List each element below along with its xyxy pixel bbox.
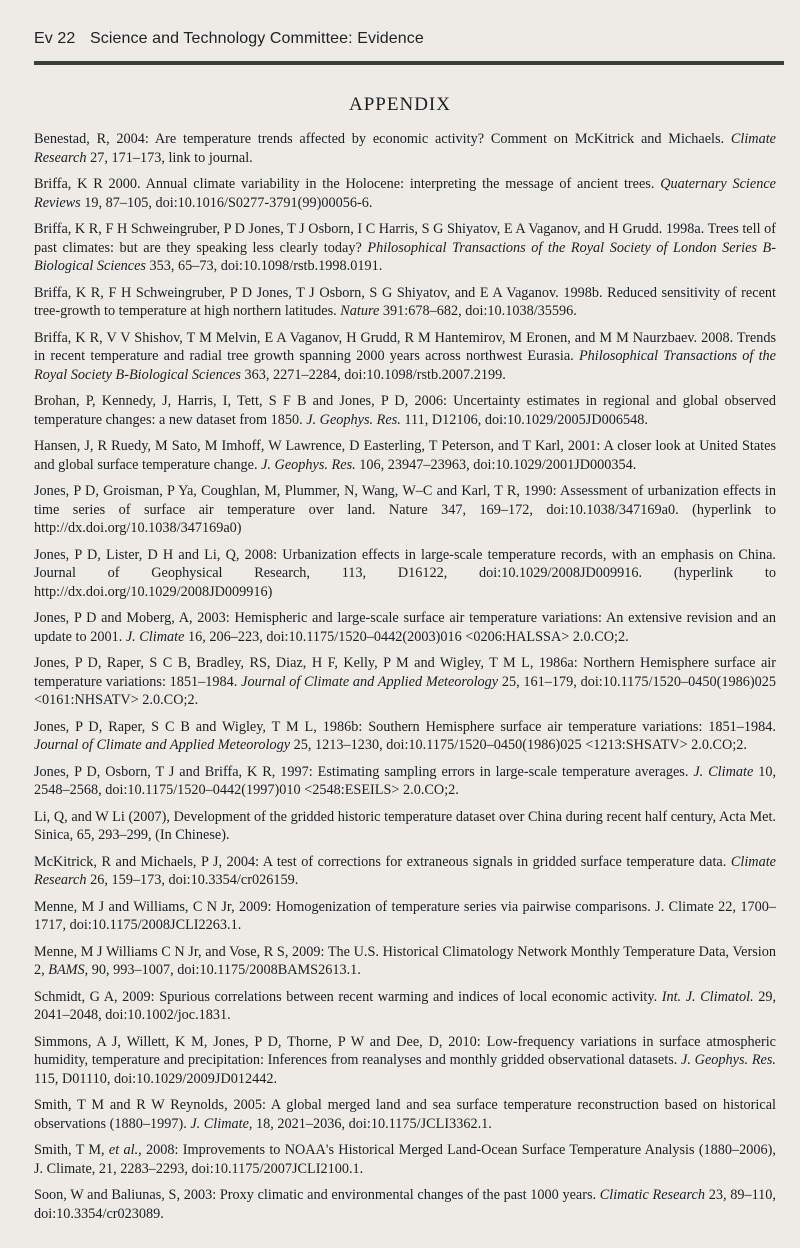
- reference-item: Briffa, K R 2000. Annual climate variability in the Holocene: interpreting the message of ancient trees. Quaternary Science Reviews 19, 87–105, doi:10.1016/S0277-3791(99)00056-6.: [34, 175, 776, 211]
- appendix-title: APPENDIX: [349, 94, 451, 115]
- reference-item: Benestad, R, 2004: Are temperature trends affected by economic activity? Comment on McKitrick and Michaels. Climate Research 27, 171–173, link to journal.: [34, 131, 776, 166]
- reference-list: [34, 130, 776, 1231]
- reference-item: Jones, P D, Osborn, T J and Briffa, K R, 1997: Estimating sampling errors in large-scale temperature averages. J. Climate 10, 2548–2568, doi:10.1175/1520–0442(1997)010 <2548:ESEILS> 2.0.CO;2.: [34, 763, 777, 799]
- page-code: Ev 22: [34, 30, 76, 47]
- reference-item: Briffa, K R, F H Schweingruber, P D Jones, T J Osborn, I C Harris, S G Shiyatov, E A Vaganov, and H Grudd. 1998a. Trees tell of past climates: but are they speaking less clearly today? Philosophical Transactions of the Royal Society of London Series B-Biological Sciences 353, 65–73, doi:10.1098/rstb.1998.0191.: [34, 220, 776, 275]
- reference-item: Hansen, J, R Ruedy, M Sato, M Imhoff, W Lawrence, D Easterling, T Peterson, and T Karl, 2001: A closer look at United States and global surface temperature change. J. Geophys. Res. 106, 23947–23963, doi:10.1029/2001JD000354.: [34, 438, 776, 473]
- reference-item: Li, Q, and W Li (2007), Development of the gridded historic temperature dataset over China during recent half century, Acta Met. Sinica, 65, 293–299, (In Chinese).: [34, 808, 776, 844]
- reference-item: Menne, M J Williams C N Jr, and Vose, R S, 2009: The U.S. Historical Climatology Network Monthly Temperature Data, Version 2, BAMS, 90, 993–1007, doi:10.1175/2008BAMS2613.1.: [34, 943, 776, 979]
- reference-item: Soon, W and Baliunas, S, 2003: Proxy climatic and environmental changes of the past 1000 years. Climatic Research 23, 89–110, doi:10.3354/cr023089.: [34, 1187, 776, 1222]
- reference-item: Briffa, K R, F H Schweingruber, P D Jones, T J Osborn, S G Shiyatov, and E A Vaganov. 1998b. Reduced sensitivity of recent tree-growth to temperature at high northern latitudes. Nature 391:678–682, doi:10.1038/35596.: [34, 284, 776, 320]
- reference-item: Simmons, A J, Willett, K M, Jones, P D, Thorne, P W and Dee, D, 2010: Low-frequency variations in surface atmospheric humidity, temperature and precipitation: Inferences from reanalyses and monthly gridded observational datasets. J. Geophys. Res. 115, D01110, doi:10.1029/2009JD012442.: [34, 1033, 776, 1087]
- reference-item: Jones, P D, Lister, D H and Li, Q, 2008: Urbanization effects in large-scale temperature records, with an emphasis on China. Journal of Geophysical Research, 113, D16122, doi:10.1029/2008JD009916. (hyperlink to http://dx.doi.org/10.1029/2008JD009916): [34, 546, 776, 600]
- reference-item: Jones, P D, Raper, S C B, Bradley, RS, Diaz, H F, Kelly, P M and Wigley, T M L, 1986a: Northern Hemisphere surface air temperature variations: 1851–1984. Journal of Climate and Applied Meteorology 25, 161–179, doi:10.1175/1520–0450(1986)025 <0161:NHSATV> 2.0.CO;2.: [34, 655, 776, 709]
- publication-title: Science and Technology Committee: Evidence: [89, 30, 424, 47]
- reference-item: McKitrick, R and Michaels, P J, 2004: A test of corrections for extraneous signals in gridded surface temperature data. Climate Research 26, 159–173, doi:10.3354/cr026159.: [34, 853, 776, 889]
- reference-item: Jones, P D, Groisman, P Ya, Coughlan, M, Plummer, N, Wang, W–C and Karl, T R, 1990: Assessment of urbanization effects in time series of surface air temperature over land. Nature 347, 169–172, doi:10.1038/347169a0. (hyperlink to http://dx.doi.org/10.1038/347169a0): [34, 483, 776, 537]
- reference-item: Smith, T M and R W Reynolds, 2005: A global merged land and sea surface temperature reconstruction based on historical observations (1880–1997). J. Climate, 18, 2021–2036, doi:10.1175/JCLI3362.1.: [34, 1097, 776, 1132]
- reference-item: Brohan, P, Kennedy, J, Harris, I, Tett, S F B and Jones, P D, 2006: Uncertainty estimates in regional and global observed temperature changes: a new dataset from 1850. J. Geophys. Res. 111, D12106, doi:10.1029/2005JD006548.: [34, 393, 776, 428]
- reference-item: Jones, P D, Raper, S C B and Wigley, T M L, 1986b: Southern Hemisphere surface air temperature variations: 1851–1984. Journal of Climate and Applied Meteorology 25, 1213–1230, doi:10.1175/1520–0450(1986)025 <1213:SHSATV> 2.0.CO;2.: [34, 718, 776, 754]
- reference-item: Smith, T M, et al., 2008: Improvements to NOAA's Historical Merged Land-Ocean Surface Temperature Analysis (1880–2006), J. Climate, 21, 2283–2293, doi:10.1175/2007JCLI2100.1.: [34, 1142, 776, 1177]
- reference-item: Menne, M J and Williams, C N Jr, 2009: Homogenization of temperature series via pairwise comparisons. J. Climate 22, 1700–1717, doi:10.1175/2008JCLI2263.1.: [34, 898, 776, 934]
- reference-item: Jones, P D and Moberg, A, 2003: Hemispheric and large-scale surface air temperature variations: An extensive revision and an update to 2001. J. Climate 16, 206–223, doi:10.1175/1520–0442(2003)016 <0206:HALSSA> 2.0.CO;2.: [34, 610, 776, 645]
- reference-item: Schmidt, G A, 2009: Spurious correlations between recent warming and indices of local economic activity. Int. J. Climatol. 29, 2041–2048, doi:10.1002/joc.1831.: [34, 988, 777, 1024]
- page-header: [34, 30, 774, 48]
- header-rule: [34, 61, 784, 65]
- reference-item: Briffa, K R, V V Shishov, T M Melvin, E A Vaganov, H Grudd, R M Hantemirov, M Eronen, and M M Naurzbaev. 2008. Trends in recent temperature and radial tree growth spanning 2000 years across northwest Eurasia. Philosophical Transactions of the Royal Society B-Biological Sciences 363, 2271–2284, doi:10.1098/rstb.2007.2199.: [34, 329, 776, 383]
